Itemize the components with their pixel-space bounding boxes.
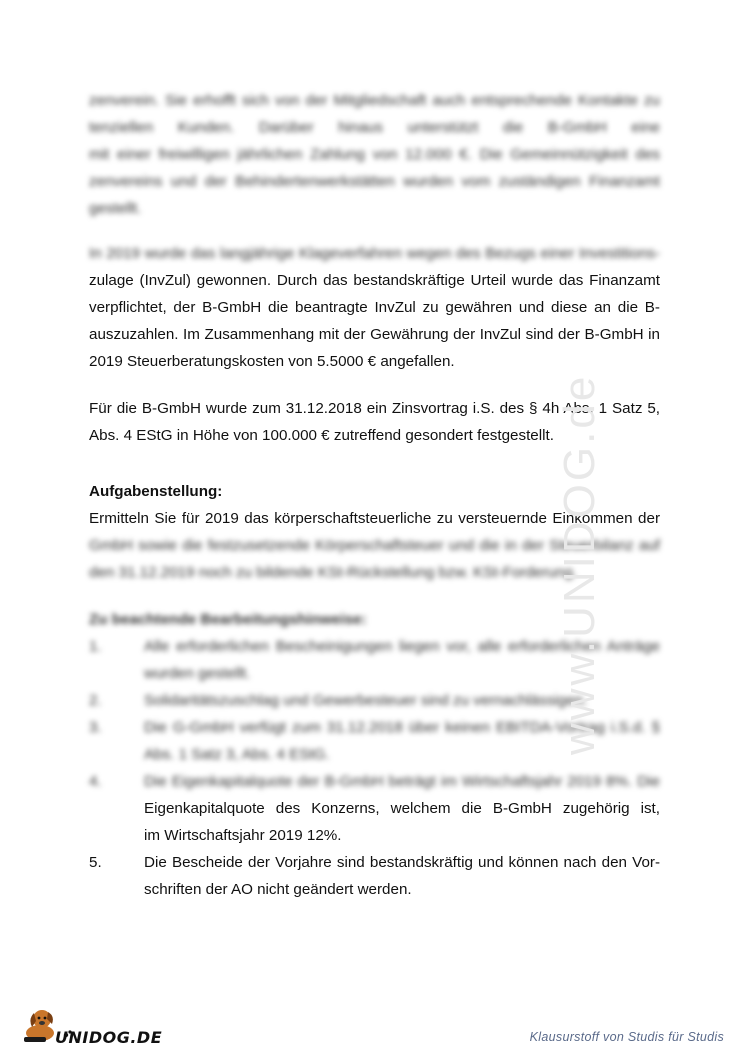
text-line: gestellt. [89,200,142,217]
list-number: 2. [89,692,102,709]
task-heading: Aufgabenstellung: [89,483,223,500]
text-line: GmbH sowie die festzusetzende Körperschaftsteuer und die in der Steuerbilanz auf [89,537,660,554]
text-line: wurden gestellt. [144,665,251,682]
text-line: Die Eigenkapitalquote der B-GmbH beträgt im Wirtschaftsjahr 2019 8%. Die [144,773,660,790]
text-line: zulage (InvZul) gewonnen. Durch das bestandskräftige Urteil wurde das Finanzamt [89,272,660,289]
text-line: auszuzahlen. Im Zusammenhang mit der Gewährung der InvZul sind der B-GmbH in [89,326,660,343]
paragraph-1 [89,87,660,222]
footer-tagline: Klausurstoff von Studis für Studis [529,1030,724,1044]
list-number: 4. [89,773,102,790]
text-line: mit einer freiwilligen jährlichen Zahlung von 12.000 €. Die Gemeinnützigkeit des [89,146,660,163]
text-line: Abs. 4 EStG in Höhe von 100.000 € zutreffend gesondert festgestellt. [89,427,554,444]
list-item [89,768,660,849]
text-line: tenziellen Kunden. Darüber hinaus unterstützt die B-GmbH eine [89,119,660,136]
list-number: 5. [89,854,102,871]
text-line: den 31.12.2019 noch zu bildende KSt-Rückstellung bzw. KSt-Forderung. [89,564,577,581]
text-line: Solidaritätszuschlag und Gewerbesteuer sind zu vernachlässigen. [144,692,588,709]
text-line: In 2019 wurde das langjährige Klageverfahren wegen des Bezugs einer Investitions- [89,245,660,262]
text-line: Alle erforderlichen Bescheinigungen liegen vor, alle erforderlichen Anträge [144,638,660,655]
text-line: Die G-GmbH verfügt zum 31.12.2018 über keinen EBITDA-Vortrag i.S.d. § [144,719,660,736]
text-line: zenvereins und der Behindertenwerkstätten wurden vom zuständigen Finanzamt [89,173,660,190]
text-line: Für die B-GmbH wurde zum 31.12.2018 ein Zinsvortrag i.S. des § 4h Abs. 1 Satz 5, [89,400,660,417]
text-line: Eigenkapitalquote des Konzerns, welchem die B-GmbH zugehörig ist, [144,800,660,817]
list-number: 3. [89,719,102,736]
text-line: im Wirtschaftsjahr 2019 12%. [144,827,342,844]
text-line: schriften der AO nicht geändert werden. [144,881,412,898]
text-line: 2019 Steuerberatungskosten von 5.5000 € angefallen. [89,353,455,370]
watermark: www.UNIDOG.de [555,373,604,755]
list-number: 1. [89,638,102,655]
text-line: Ermitteln Sie für 2019 das körperschaftsteuerliche zu versteuernde Einkommen der [89,510,660,527]
text-line: Abs. 1 Satz 3, Abs. 4 EStG. [144,746,330,763]
text-line: Die Bescheide der Vorjahre sind bestandskräftig und können nach den Vor- [144,854,660,871]
hints-heading: Zu beachtende Bearbeitungshinweise: [89,611,367,628]
text-line: zenverein. Sie erhofft sich von der Mitgliedschaft auch entsprechende Kontakte zu [89,92,660,109]
text-line: verpflichtet, der B-GmbH die beantragte InvZul zu gewähren und diese an die B- [89,299,660,316]
list-item [89,849,660,903]
logo-text: UNIDOG.DE [55,1028,163,1047]
